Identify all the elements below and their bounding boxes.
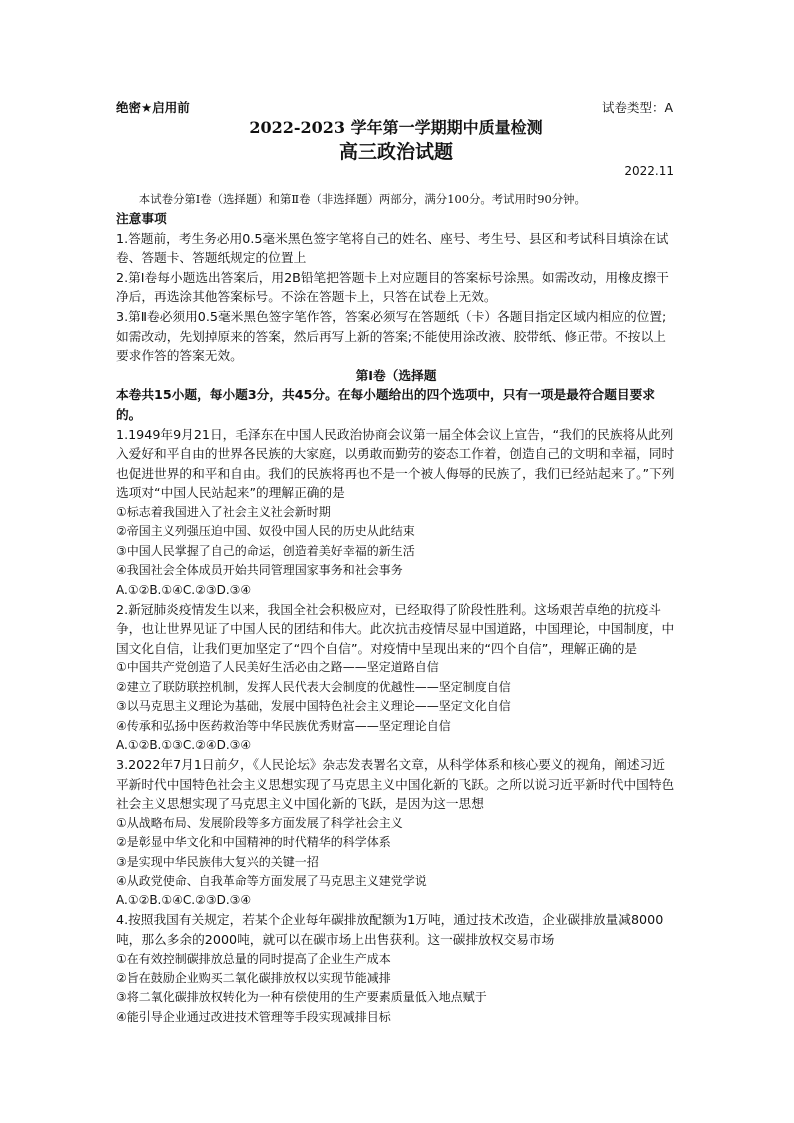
section-title: 第Ⅰ卷（选择题 xyxy=(355,367,437,383)
question-option: ①标志着我国进入了社会主义社会新时期 xyxy=(116,504,331,519)
answer-choices: A.①②B.①③C.②④D.③④ xyxy=(116,737,252,752)
note-item: 2.第Ⅰ卷每小题选出答案后，用2B铅笔把答题卡上对应题目的答案标号涂黑。如需改动，用橡皮擦干净后，再选涂其他答案标号。不涂在答题卡上，只答在试卷上无效。 xyxy=(116,269,669,305)
question-option: ④传承和弘扬中医药救治等中华民族优秀财富——坚定理论自信 xyxy=(116,718,451,733)
question-option: ④能引导企业通过改进技术管理等手段实现减排目标 xyxy=(116,1009,391,1024)
answer-choices: A.①②B.①④C.②③D.③④ xyxy=(116,893,252,908)
exam-page xyxy=(116,98,676,1027)
question-stem: 1.1949年9月21日，毛泽东在中国人民政治协商会议第一届全体会议上宣告，“我们的民族将从此列入爱好和平自由的世界各民族的大家庭，以勇敢而勤劳的姿态工作着，创造自己的文明和幸福，同时也促进世界的和平和自由。我们的民族将再也不是一个被人侮辱的民族了，我们已经站起来了。”下列选项对“中国人民站起来”的理解正确的是 xyxy=(116,426,675,501)
question-option: ③中国人民掌握了自己的命运，创造着美好幸福的新生活 xyxy=(116,543,415,558)
section-instruction: 本卷共15小题，每小题3分，共45分。在每小题给出的四个选项中，只有一项是最符合题目要求的。 xyxy=(116,387,655,422)
question-option: ③是实现中华民族伟大复兴的关键一招 xyxy=(116,854,319,869)
exam-subject-title: 高三政治试题 xyxy=(338,141,453,163)
question-option: ①从战略布局、发展阶段等多方面发展了科学社会主义 xyxy=(116,815,403,830)
question-option: ③以马克思主义理论为基础，发展中国特色社会主义理论——坚定文化自信 xyxy=(116,699,511,714)
notes-heading: 注意事项 xyxy=(116,211,167,226)
question-option: ②旨在鼓励企业购买二氧化碳排放权以实现节能减排 xyxy=(116,970,391,985)
question-option: ③将二氧化碳排放权转化为一种有偿使用的生产要素质量低入地点赋于 xyxy=(116,990,487,1005)
question-option: ①在有效控制碳排放总量的同时提高了企业生产成本 xyxy=(116,951,391,966)
exam-title: 2022-2023 学年第一学期期中质量检测 xyxy=(249,118,543,137)
answer-choices: A.①②B.①④C.②③D.③④ xyxy=(116,582,252,597)
question-option: ①中国共产党创造了人民美好生活必由之路——坚定道路自信 xyxy=(116,660,439,675)
question-stem: 2.新冠肺炎疫情发生以来，我国全社会积极应对，已经取得了阶段性胜利。这场艰苦卓绝的抗疫斗争，也让世界见证了中国人民的团结和伟大。此次抗击疫情尽显中国道路，中国理论，中国制度，中国文化自信，让我们更加坚定了“四个自信”。对疫情中呈现出来的“四个自信”，理解正确的是 xyxy=(116,601,675,656)
exam-intro: 本试卷分第Ⅰ卷（选择题）和第Ⅱ卷（非选择题）两部分，满分100分。考试用时90分钟。 xyxy=(138,192,586,206)
paper-type-label: 试卷类型：A xyxy=(601,100,673,115)
question-option: ④从政党使命、自我革命等方面发展了马克思主义建党学说 xyxy=(116,873,427,888)
confidential-label: 绝密★启用前 xyxy=(116,100,190,115)
note-item: 3.第Ⅱ卷必须用0.5毫米黑色签字笔作答，答案必须写在答题纸（卡）各题目指定区域内相应的位置;如需改动，先划掉原来的答案，然后再写上新的答案;不能使用涂改液、胶带纸、修正带。不按以上要求作答的答案无效。 xyxy=(116,308,667,364)
question-stem: 4.按照我国有关规定，若某个企业每年碳排放配额为1万吨，通过技术改造，企业碳排放量减8000吨，那么多余的2000吨，就可以在碳市场上出售获利。这一碳排放权交易市场 xyxy=(116,912,664,947)
question-stem: 3.2022年7月1日前夕，《人民论坛》杂志发表署名文章，从科学体系和核心要义的视角，阐述习近平新时代中国特色社会主义思想实现了马克思主义中国化新的飞跃。之所以说习近平新时代中国特色社会主义思想实现了马克思主义中国化新的飞跃，是因为这一思想 xyxy=(116,756,675,812)
note-item: 1.答题前，考生务必用0.5毫米黑色签字笔将自己的姓名、座号、考生号、县区和考试科目填涂在试卷、答题卡、答题纸规定的位置上 xyxy=(116,230,669,266)
exam-date: 2022.11 xyxy=(624,164,674,178)
question-option: ②帝国主义列强压迫中国、奴役中国人民的历史从此结束 xyxy=(116,524,415,539)
header-row xyxy=(116,98,676,116)
question-option: ②建立了联防联控机制，发挥人民代表大会制度的优越性——坚定制度自信 xyxy=(116,679,511,694)
exam-body xyxy=(116,209,676,1027)
question-option: ②是彰显中华文化和中国精神的时代精华的科学体系 xyxy=(116,835,391,850)
question-option: ④我国社会全体成员开始共同管理国家事务和社会事务 xyxy=(116,563,403,578)
